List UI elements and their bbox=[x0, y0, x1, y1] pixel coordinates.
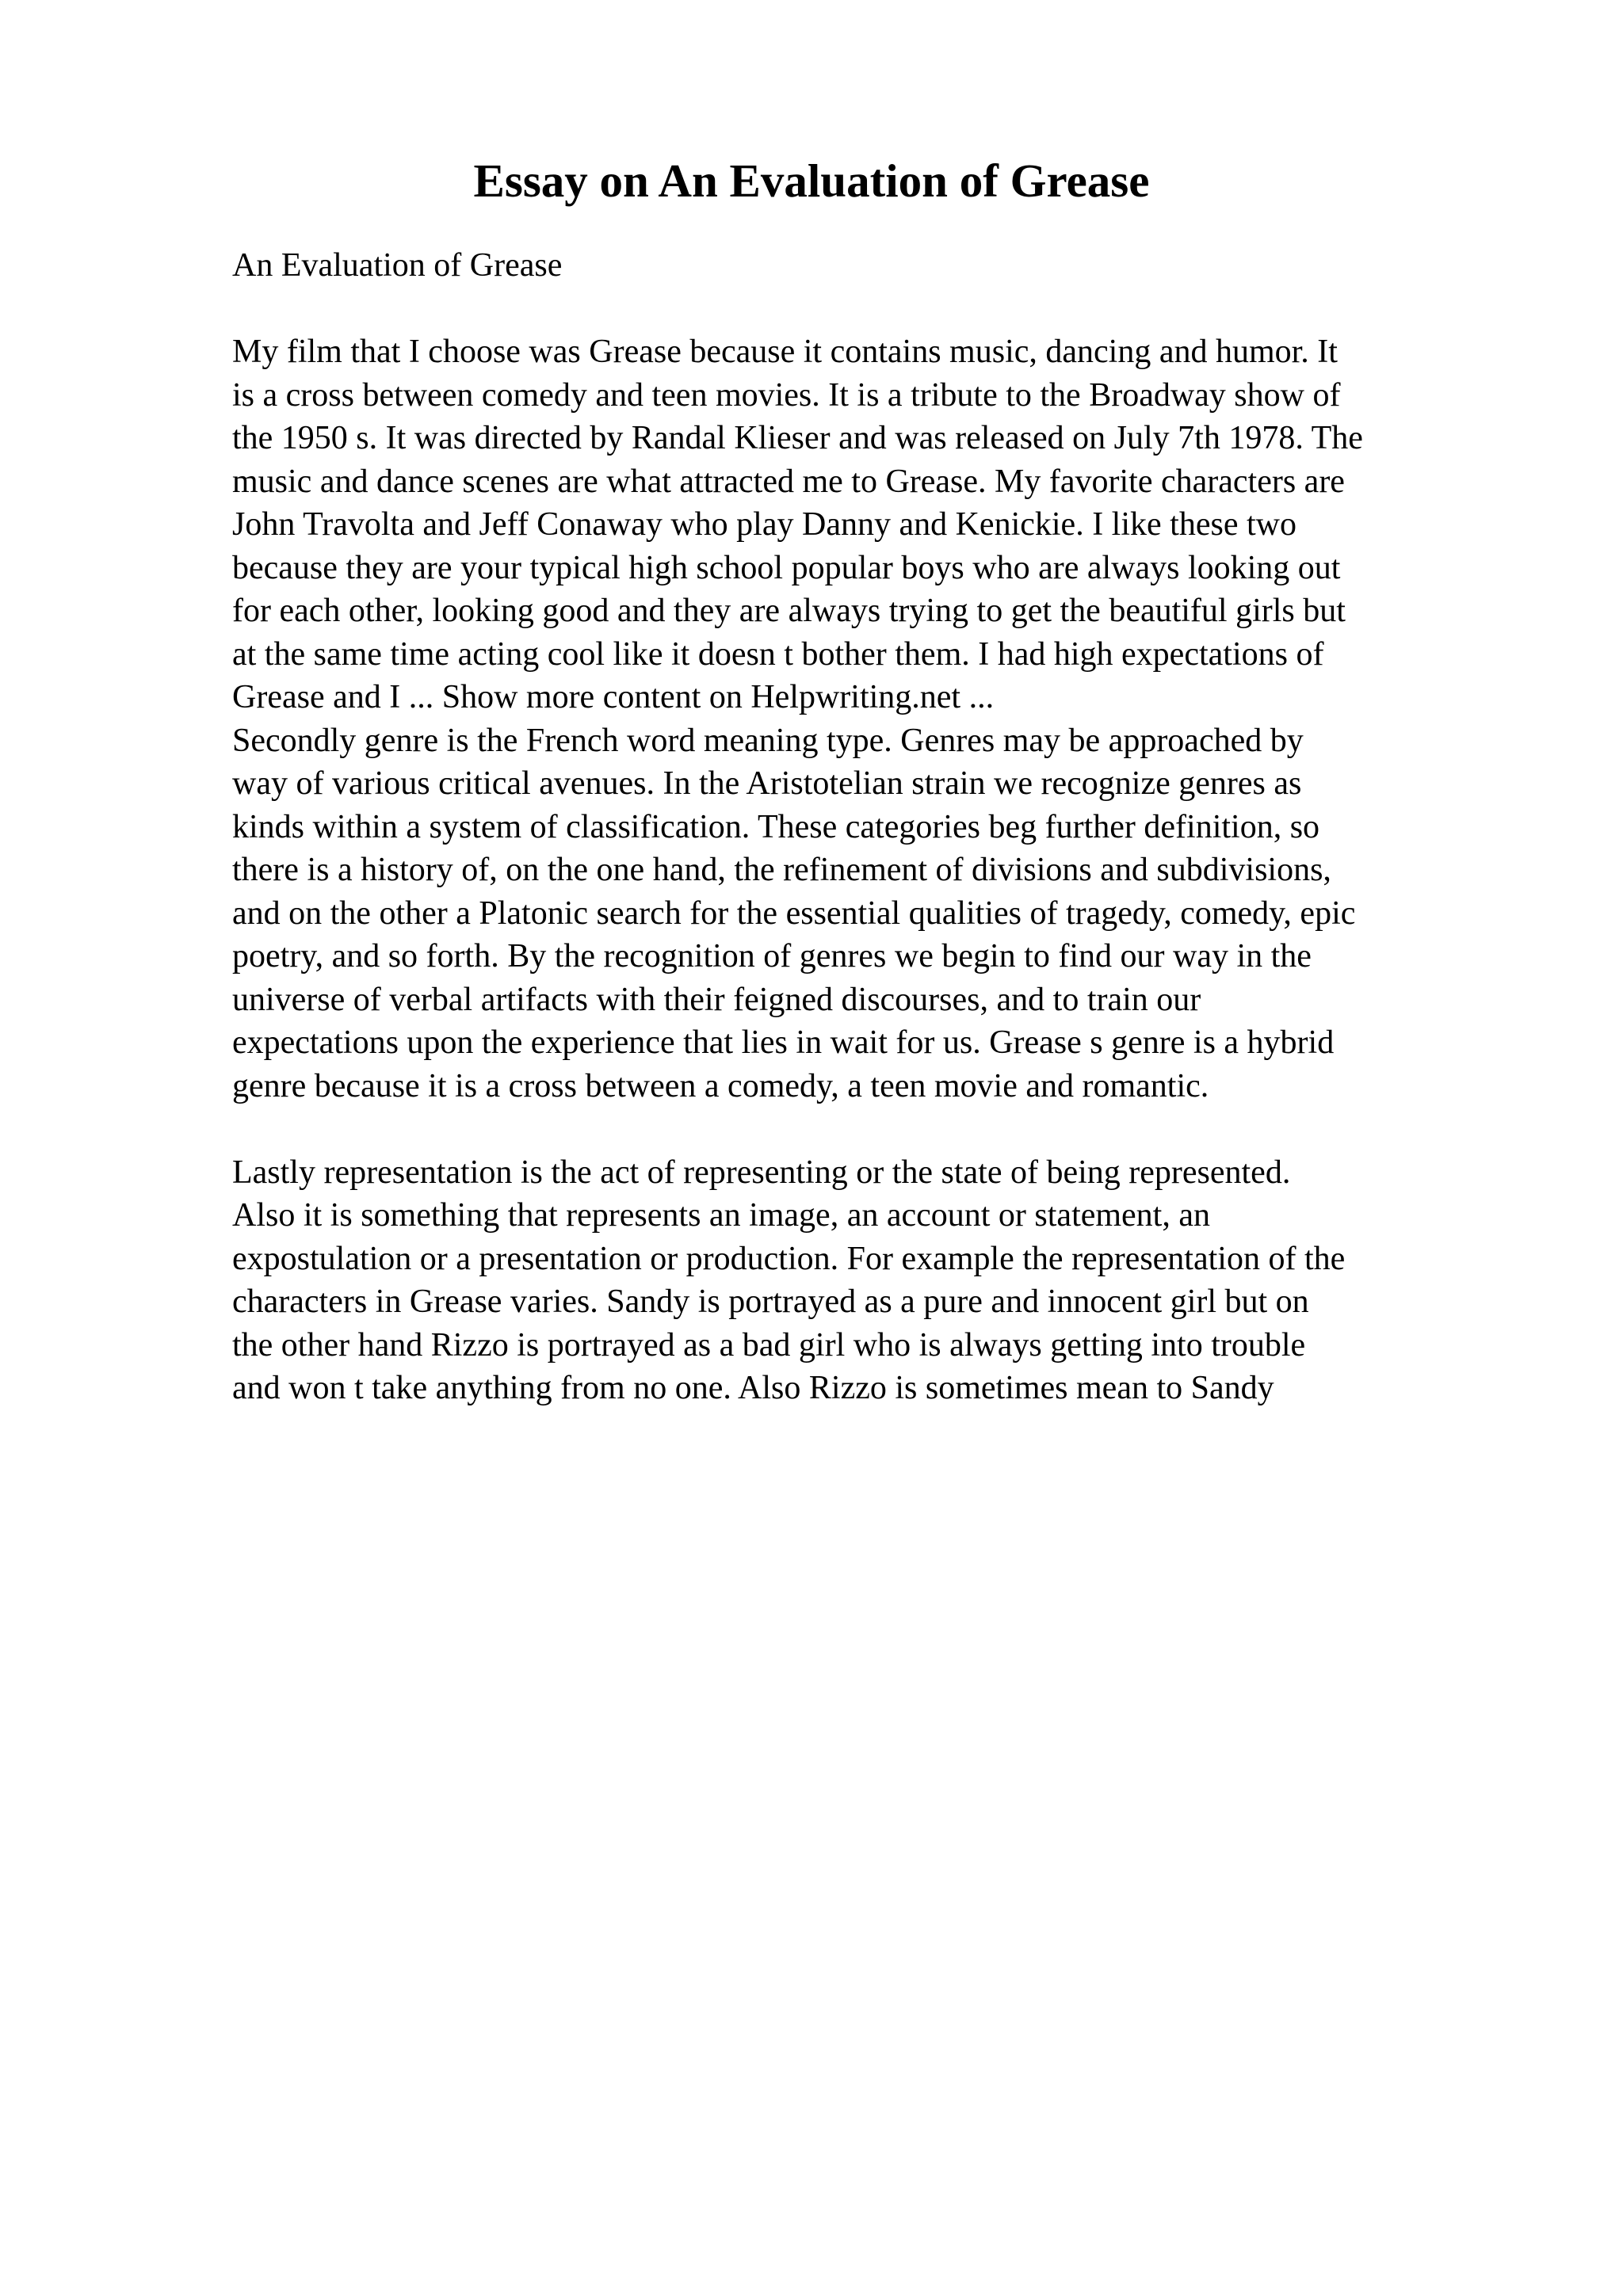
text-line: poetry, and so forth. By the recognition of genres we begin to find our way in the bbox=[232, 938, 1312, 974]
text-line: kinds within a system of classification. These categories beg further definition, so bbox=[232, 808, 1320, 845]
text-line: the 1950 s. It was directed by Randal Klieser and was released on July 7th 1978. The bbox=[232, 420, 1363, 456]
document-body bbox=[232, 244, 1500, 1410]
document-subtitle: An Evaluation of Grease bbox=[232, 247, 563, 284]
text-line: and on the other a Platonic search for the essential qualities of tragedy, comedy, epic bbox=[232, 894, 1356, 932]
paragraph-spacer bbox=[232, 288, 1500, 331]
text-line: characters in Grease varies. Sandy is portrayed as a pure and innocent girl but on bbox=[232, 1283, 1309, 1320]
text-line: Grease and I ... Show more content on Helpwriting.net ... bbox=[232, 679, 995, 715]
paragraph-spacer bbox=[232, 1108, 1500, 1151]
text-line: there is a history of, on the one hand, the refinement of divisions and subdivisions, bbox=[232, 852, 1331, 888]
text-line: the other hand Rizzo is portrayed as a bad girl who is always getting into trouble bbox=[232, 1326, 1306, 1363]
text-line: expostulation or a presentation or production. For example the representation of the bbox=[232, 1240, 1346, 1277]
text-line: John Travolta and Jeff Conaway who play Danny and Kenickie. I like these two bbox=[232, 506, 1296, 543]
paragraph-2 bbox=[232, 1151, 1500, 1410]
text-line: is a cross between comedy and teen movies. It is a tribute to the Broadway show of bbox=[232, 376, 1341, 414]
text-line: expectations upon the experience that lies in wait for us. Grease s genre is a hybrid bbox=[232, 1024, 1335, 1061]
text-line: genre because it is a cross between a comedy, a teen movie and romantic. bbox=[232, 1067, 1209, 1104]
text-line: Lastly representation is the act of representing or the state of being represented. bbox=[232, 1154, 1291, 1191]
text-line: at the same time acting cool like it doesn t bother them. I had high expectations of bbox=[232, 635, 1324, 673]
text-line: because they are your typical high school popular boys who are always looking out bbox=[232, 549, 1341, 586]
text-line: My film that I choose was Grease because it contains music, dancing and humor. It bbox=[232, 334, 1338, 370]
text-line: music and dance scenes are what attracted me to Grease. My favorite characters are bbox=[232, 463, 1345, 500]
text-line: for each other, looking good and they are always trying to get the beautiful girls but bbox=[232, 593, 1346, 629]
text-line: Also it is something that represents an image, an account or statement, an bbox=[232, 1197, 1210, 1234]
text-line: Secondly genre is the French word meaning type. Genres may be approached by bbox=[232, 722, 1304, 759]
text-line: way of various critical avenues. In the Aristotelian strain we recognize genres as bbox=[232, 765, 1302, 802]
paragraph-1 bbox=[232, 330, 1500, 1108]
text-line: universe of verbal artifacts with their feigned discourses, and to train our bbox=[232, 981, 1201, 1018]
text-line: and won t take anything from no one. Also Rizzo is sometimes mean to Sandy bbox=[232, 1370, 1274, 1406]
document-title: Essay on An Evaluation of Grease bbox=[473, 154, 1150, 207]
